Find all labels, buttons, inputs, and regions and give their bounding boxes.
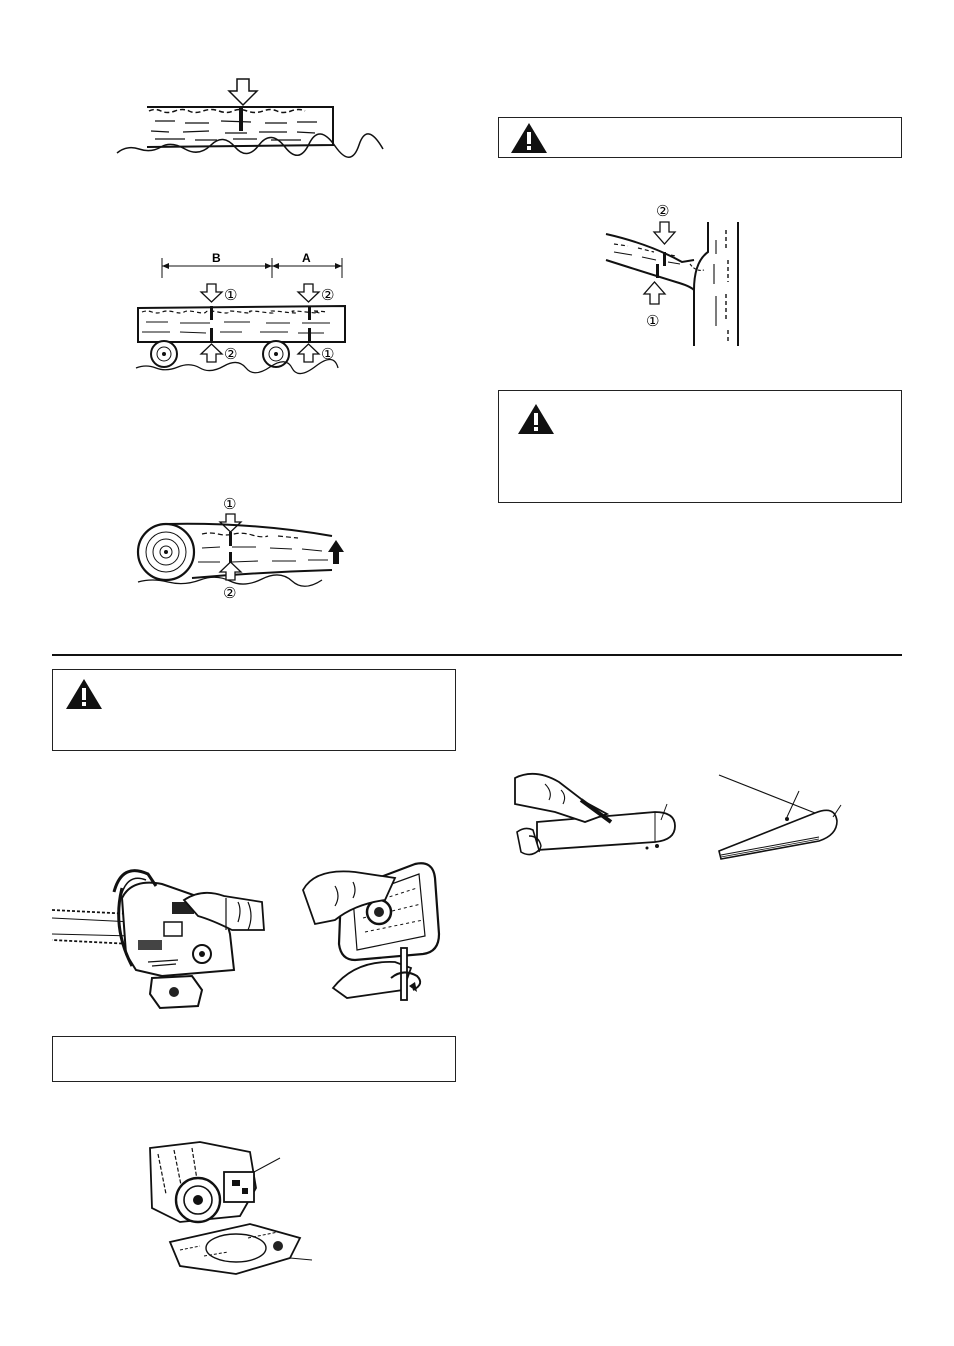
figure-log-supported-both-ends [130,250,355,375]
figure-log-on-ground [115,75,380,160]
warning-triangle-icon [65,678,103,710]
section-divider [52,654,902,656]
figure-guide-bar-groove-cleaning [515,760,695,860]
cut-mark-one-a: ① [321,345,335,363]
dimension-label-a: A [302,251,311,265]
cut-mark-two-b: ② [224,345,238,363]
note-box [52,1036,456,1082]
figure-log-under-tension [132,492,357,607]
warning-box-lower [52,669,456,751]
warning-box-middle [498,390,902,503]
cut-mark-one-b: ① [224,286,238,304]
cut-mark-two: ② [223,584,237,602]
cut-mark-one: ① [646,312,660,330]
figure-limb-cutting [600,200,750,350]
cut-mark-one: ① [223,495,237,513]
figure-air-filter-cleaning [295,850,445,1000]
warning-triangle-icon [517,403,555,435]
figure-guide-bar-side-view [715,775,850,865]
figure-chainsaw-air-filter-removal [52,858,267,1013]
cut-mark-two-a: ② [321,286,335,304]
figure-sprocket-area [140,1138,320,1283]
cut-mark-two: ② [656,202,670,220]
dimension-label-b: B [212,251,221,265]
warning-box-top [498,117,902,158]
warning-triangle-icon [510,122,548,154]
